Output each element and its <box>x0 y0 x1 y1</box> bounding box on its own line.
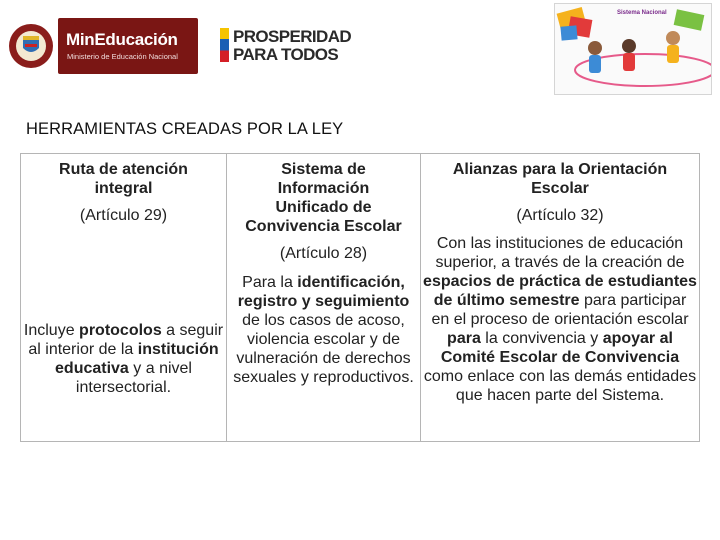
column-ruta-atencion <box>21 154 227 441</box>
article-reference: (Artículo 29) <box>79 207 168 224</box>
heading-line: integral <box>94 180 153 197</box>
column-sistema-informacion <box>227 154 421 441</box>
prosperidad-line1: PROSPERIDAD <box>233 27 352 46</box>
heading-line: Escolar <box>531 180 589 197</box>
column-body: Incluye protocolos a seguir al interior de la institución educativa y a nivel intersectorial. <box>23 322 224 396</box>
prosperidad-line2: PARA TODOS <box>233 45 339 64</box>
column-heading <box>421 160 699 198</box>
article-reference: (Artículo 32) <box>516 207 604 224</box>
article-reference: (Artículo 28) <box>279 245 368 262</box>
column-body: Para la identificación, registro y seguimiento de los casos de acoso, violencia escolar y de vulneración de derechos sexuales y reproductivos. <box>233 274 414 386</box>
heading-line: Sistema de <box>281 161 366 178</box>
heading-line: Convivencia Escolar <box>245 218 402 235</box>
tools-table <box>20 153 700 442</box>
page-title: HERRAMIENTAS CREADAS POR LA LEY <box>26 120 344 138</box>
heading-line: Alianzas para la Orientación <box>452 161 668 178</box>
children-illustration <box>555 4 711 94</box>
heading-line: Información <box>277 180 370 197</box>
colombia-coat-of-arms-logo <box>8 20 54 72</box>
logo-header <box>0 0 720 110</box>
column-alianzas <box>421 154 699 441</box>
heading-line: Unificado de <box>275 199 372 216</box>
column-heading <box>227 160 420 236</box>
prosperidad-para-todos-logo <box>220 26 350 66</box>
column-heading <box>21 160 226 198</box>
mineducacion-name: MinEducación <box>66 30 178 49</box>
mineducacion-logo <box>58 18 198 74</box>
mineducacion-subtitle: Ministerio de Educación Nacional <box>67 52 178 61</box>
flag-stripes-icon <box>220 28 229 62</box>
sistema-nacional-label: Sistema Nacional <box>617 10 667 16</box>
sistema-nacional-convivencia-logo <box>554 3 712 95</box>
heading-line: Ruta de atención <box>59 161 188 178</box>
column-body: Con las instituciones de educación superior, a través de la creación de espacios de práctica de estudiantes de último semestre para participar en el proceso de orientación escolar para la convivencia y apoyar al Comité Escolar de Convivencia como enlace con las demás entidades que hacen parte del Sistema. <box>423 235 697 404</box>
